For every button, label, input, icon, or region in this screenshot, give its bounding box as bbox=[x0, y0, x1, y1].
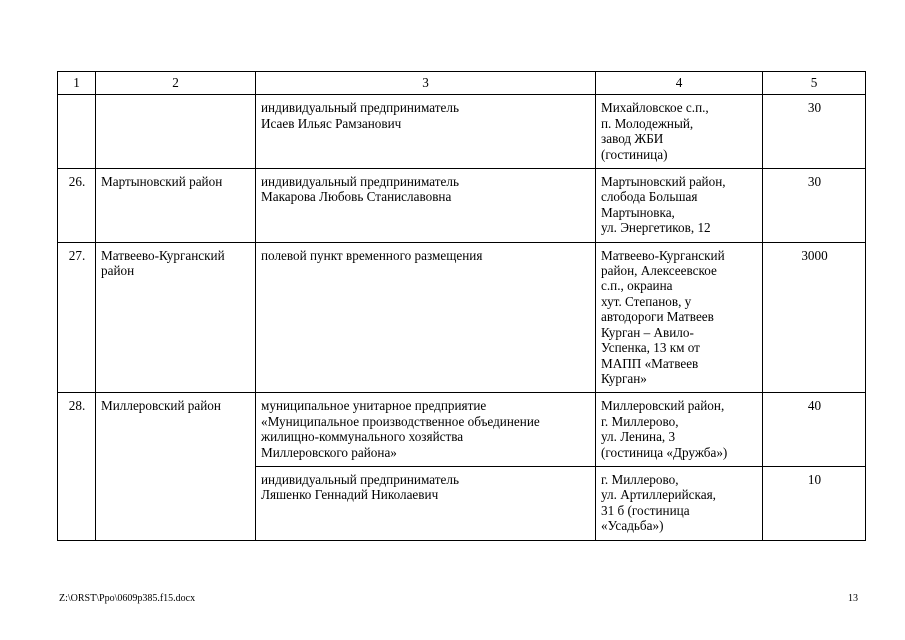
table-row bbox=[58, 242, 866, 393]
district-cell: Миллеровский район bbox=[96, 393, 256, 540]
district-cell: Матвеево-Курганский район bbox=[96, 242, 256, 393]
address-cell: Михайловское с.п., п. Молодежный, завод ЖБИ (гостиница) bbox=[596, 95, 763, 169]
table-header-row bbox=[58, 72, 866, 95]
file-path-footer: Z:\ORST\Ppo\0609p385.f15.docx bbox=[59, 593, 196, 604]
table-row bbox=[58, 169, 866, 243]
header-cell-4: 4 bbox=[596, 72, 763, 95]
table-row bbox=[58, 393, 866, 467]
organization-cell: индивидуальный предприниматель Макарова Любовь Станиславовна bbox=[256, 169, 596, 243]
organization-cell: индивидуальный предприниматель Исаев Ильяс Рамзанович bbox=[256, 95, 596, 169]
address-cell: Мартыновский район, слобода Большая Мартыновка, ул. Энергетиков, 12 bbox=[596, 169, 763, 243]
header-cell-3: 3 bbox=[256, 72, 596, 95]
capacity-cell: 30 bbox=[763, 95, 866, 169]
organization-cell: индивидуальный предприниматель Ляшенко Геннадий Николаевич bbox=[256, 466, 596, 540]
capacity-cell: 10 bbox=[763, 466, 866, 540]
accommodation-table bbox=[57, 71, 866, 541]
header-cell-1: 1 bbox=[58, 72, 96, 95]
address-cell: Матвеево-Курганский район, Алексеевское с.п., окраина хут. Степанов, у автодороги Матвеев Курган – Авило- Успенка, 13 км от МАПП «Матвеев Курган» bbox=[596, 242, 763, 393]
table-row bbox=[58, 95, 866, 169]
address-cell: Миллеровский район, г. Миллерово, ул. Ленина, 3 (гостиница «Дружба») bbox=[596, 393, 763, 467]
district-cell: Мартыновский район bbox=[96, 169, 256, 243]
capacity-cell: 30 bbox=[763, 169, 866, 243]
page-number: 13 bbox=[848, 593, 858, 604]
row-number: 28. bbox=[58, 393, 96, 540]
address-cell: г. Миллерово, ул. Артиллерийская, 31 б (гостиница «Усадьба») bbox=[596, 466, 763, 540]
organization-cell: полевой пункт временного размещения bbox=[256, 242, 596, 393]
row-number bbox=[58, 95, 96, 169]
organization-cell: муниципальное унитарное предприятие «Муниципальное производственное объединение жилищно-коммунального хозяйства Миллеровского района» bbox=[256, 393, 596, 467]
row-number: 26. bbox=[58, 169, 96, 243]
row-number: 27. bbox=[58, 242, 96, 393]
header-cell-5: 5 bbox=[763, 72, 866, 95]
capacity-cell: 3000 bbox=[763, 242, 866, 393]
district-cell bbox=[96, 95, 256, 169]
header-cell-2: 2 bbox=[96, 72, 256, 95]
capacity-cell: 40 bbox=[763, 393, 866, 467]
